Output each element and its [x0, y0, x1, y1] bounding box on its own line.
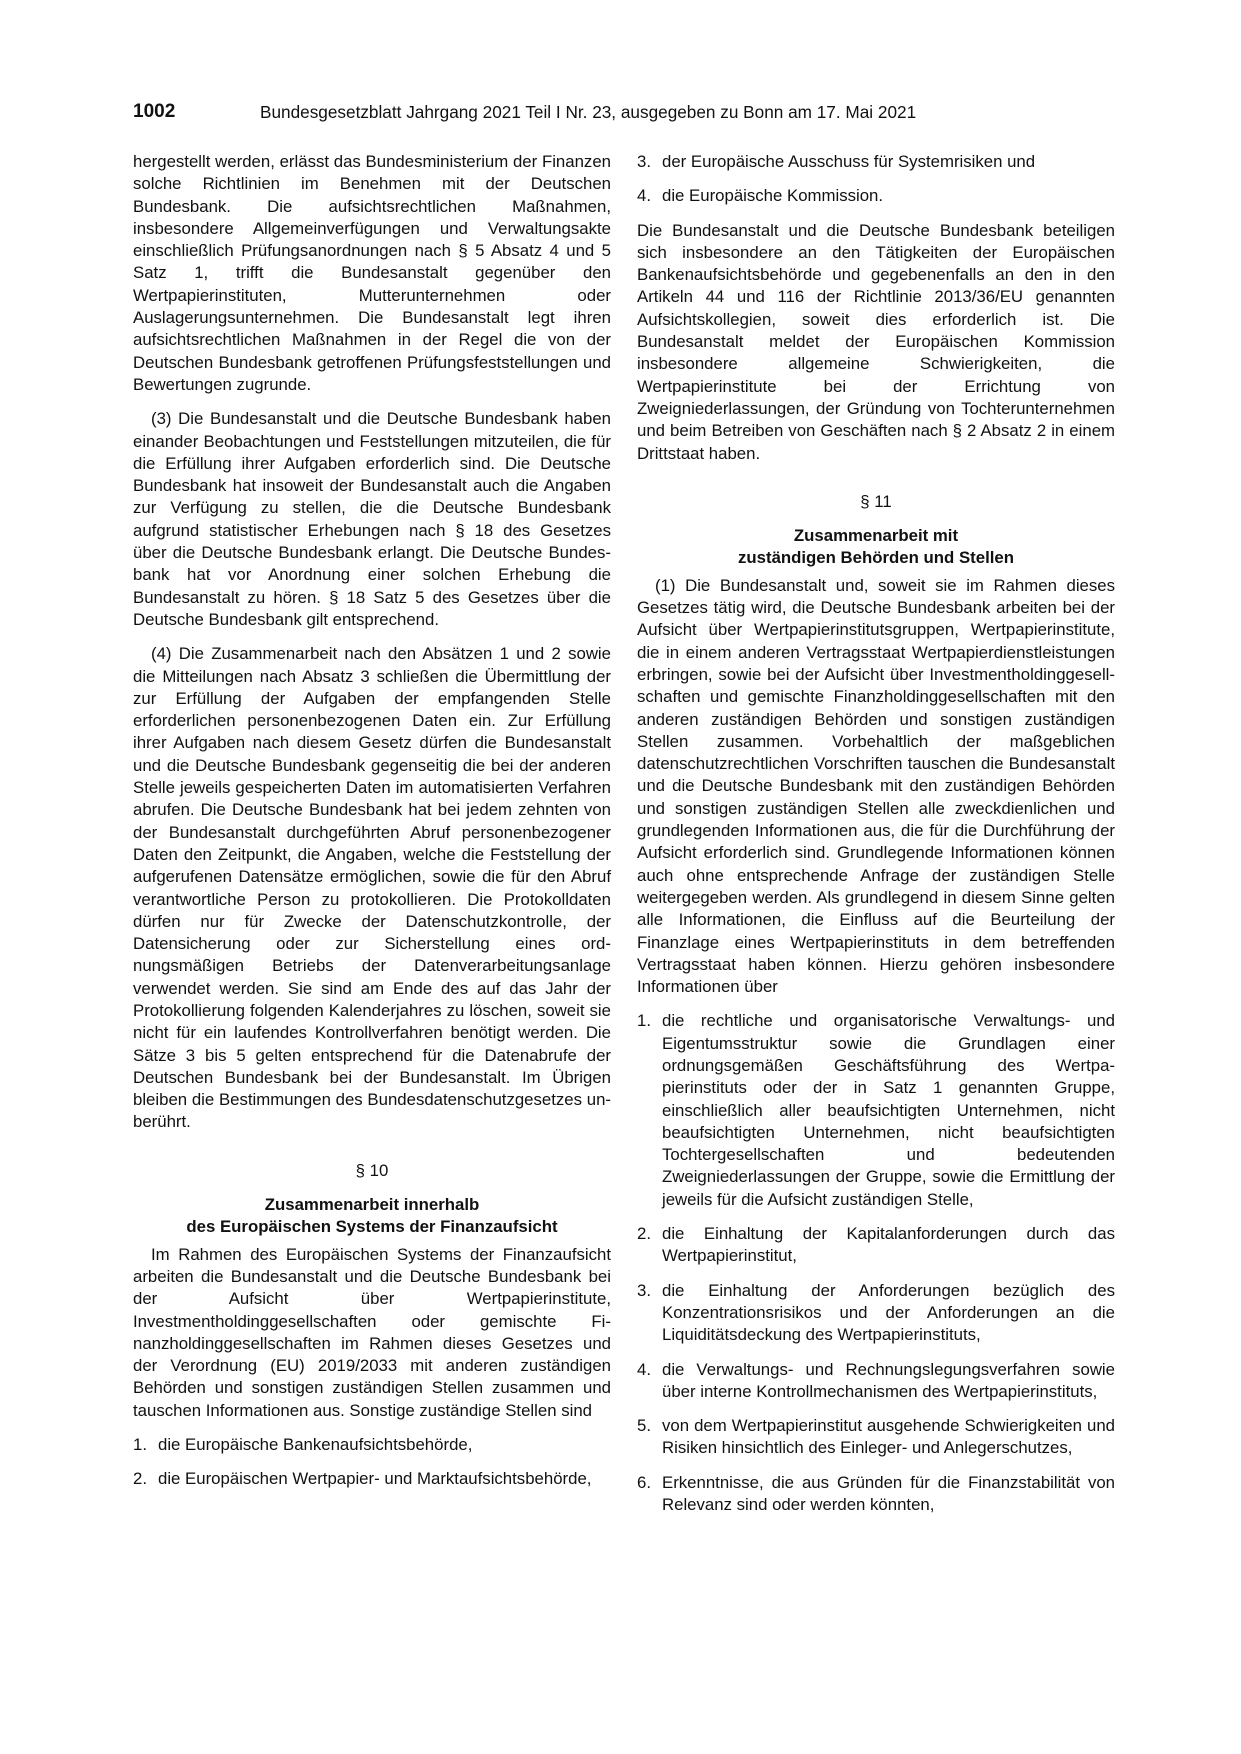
list-text: die Verwaltungs- und Rechnungslegungsverfahren sowie über interne Kontrollmechanismen des Wertpapierinstituts, [662, 1359, 1115, 1401]
page-number: 1002 [133, 101, 176, 122]
paragraph-absatz-4: (4) Die Zusammenarbeit nach den Absätzen 1 und 2 sowie die Mitteilungen nach Absatz 3 schließen die Übermittlung der zur Erfüllung der Aufgaben der empfangenden Stelle erforderlichen personenbezogenen Daten ein. Zur Erfüllung ihrer Aufgaben nach diesem Gesetz dürfen die Bundesanstalt und die Deutsche Bundesbank gegenseitig die bei der anderen Stelle jeweils gespeicherten Daten im automatisierten Verfahren abrufen. Die Deutsche Bundesbank hat bei jedem zehnten von der Bundesanstalt durchgeführten Abruf personenbezogener Daten den Zeitpunkt, die Angaben, welche die Feststellung der aufgerufenen Datensätze ermöglichen, sowie die für den Abruf verantwortliche Person zu protokollieren. Die Protokolldaten dürfen nur für Zwecke der Datenschutzkontrolle, der Datensicherung oder zur Sicherstellung eines ordnungsmäßigen Betriebs der Datenverarbeitungsanlage verwendet werden. Sie sind am Ende des auf das Jahr der Protokollierung folgenden Kalenderjahres zu löschen, soweit sie nicht für ein laufendes Kontrollverfahren benötigt werden. Die Sätze 3 bis 5 gelten entsprechend für die Datenabrufe der Deutschen Bundesbank bei der Bundesanstalt. Im Übrigen bleiben die Bestimmungen des Bundesdatenschutzgesetzes unberührt. [133, 644, 611, 1132]
list-number: 2. [133, 1469, 147, 1489]
list-text: die Einhaltung der Kapitalanforderungen durch das Wertpapierinstitut, [662, 1224, 1115, 1266]
section-title [637, 525, 1115, 570]
list-item [637, 1280, 1115, 1347]
section-title-line: Zusammenarbeit innerhalb [264, 1195, 480, 1215]
list-item [133, 1468, 611, 1490]
list-number: 4. [637, 186, 651, 206]
list-number: 6. [637, 1472, 651, 1492]
paragraph-absatz-3: (3) Die Bundesanstalt und die Deutsche Bundesbank haben einander Beobachtungen und Feststellungen mitzuteilen, die für die Erfüllung ihrer Aufgaben erforderlich sind. Die Deutsche Bundesbank hat insoweit der Bundesanstalt auch die Angaben zur Verfügung zu stellen, die die Deutsche Bundesbank aufgrund statistischer Erhebungen nach § 18 des Gesetzes über die Deutsche Bundesbank erlangt. Die Deutsche Bundesbank hat vor Anordnung einer solchen Erhebung die Bundesanstalt zu hören. § 18 Satz 5 des Gesetzes über die Deutsche Bundesbank gilt entsprechend. [133, 409, 611, 629]
list-text: von dem Wertpapierinstitut ausgehende Schwierigkeiten und Risiken hinsichtlich des Einleger- und Anlegerschutzes, [662, 1416, 1115, 1458]
gazette-title: Bundesgesetzblatt Jahrgang 2021 Teil I Nr. 23, ausgegeben zu Bonn am 17. Mai 2021 [260, 102, 917, 122]
paragraph-absatz-1: (1) Die Bundesanstalt und, soweit sie im Rahmen dieses Gesetzes tätig wird, die Deutsche Bundesbank arbeiten bei der Aufsicht über Wertpapierinstitutsgruppen, Wertpapierinstitute, die in einem anderen Vertragsstaat Wertpapierdienstleistungen erbringen, sowie bei der Aufsicht über Investmentholdinggesellschaften und gemischte Finanzholdinggesellschaften mit den anderen zuständigen Behörden und sonstigen zuständigen Stellen zusammen. Vorbehaltlich der maßgeblichen datenschutzrechtlichen Vorschriften tauschen die Bundesanstalt und die Deutsche Bundesbank mit den zuständigen Behörden und sonstigen zuständigen Stellen alle zweckdienlichen und grundlegenden Informationen aus, die für die Durchführung der Aufsicht erforderlich sind. Grundlegende Informationen können auch ohne entsprechende Anfrage der zuständigen Stelle weitergegeben werden. Als grundlegend in diesem Sinne gelten alle Informationen, die Einfluss auf die Beurteilung der Finanzlage eines Wertpapierinstituts in dem betreffenden Vertragsstaat haben können. Hierzu gehören insbesondere Informationen über [637, 575, 1115, 997]
list-text: die Einhaltung der Anforderungen bezüglich des Konzentrationsrisikos und der Anforderungen an die Liquiditätsdeckung des Wertpapierinstituts, [662, 1280, 1115, 1345]
page-header [133, 100, 1118, 130]
section-number: § 10 [355, 1160, 389, 1180]
list-number: 5. [637, 1416, 651, 1436]
left-column [133, 151, 611, 1503]
list-item [637, 1010, 1115, 1211]
list-item [133, 1434, 611, 1456]
list-number: 3. [637, 1280, 651, 1300]
list-item [637, 1359, 1115, 1404]
list-number: 1. [133, 1435, 147, 1455]
section-title-line: zuständigen Behörden und Stellen [738, 548, 1014, 568]
list-number: 1. [637, 1011, 651, 1031]
list-number: 2. [637, 1224, 651, 1244]
section-title [133, 1194, 611, 1239]
list-item [637, 1223, 1115, 1268]
list-item [637, 1415, 1115, 1460]
section-title-line: Zusammenarbeit mit [793, 526, 959, 546]
right-column [637, 151, 1115, 1528]
list-text: Erkenntnisse, die aus Gründen für die Finanzstabilität von Relevanz sind oder werden könnten, [662, 1472, 1115, 1515]
paragraph: Die Bundesanstalt und die Deutsche Bundesbank beteiligen sich insbesondere an den Tätigkeiten der Europäischen Bankenaufsichtsbehörde und gegebenenfalls an den in den Artikeln 44 und 116 der Richtlinie 2013/36/EU genannten Aufsichtskollegien, soweit dies erforderlich ist. Die Bundesanstalt meldet der Europäischen Kommission insbesondere allgemeine Schwierigkeiten, die Wertpapierinstitute bei der Errichtung von Zweigniederlassungen, der Gründung von Tochterunternehmen und beim Betreiben von Geschäften nach § 2 Absatz 2 in einem Drittstaat haben. [637, 220, 1115, 463]
list-text: die Europäische Kommission. [662, 186, 884, 206]
paragraph: hergestellt werden, erlässt das Bundesministerium der Finanzen solche Richtlinien im Benehmen mit der Deutschen Bundesbank. Die aufsichtsrechtlichen Maßnahmen, insbesondere Allgemeinverfügungen und Verwaltungsakte einschließlich Prüfungsanordnungen nach § 5 Absatz 4 und 5 Satz 1, trifft die Bundesanstalt gegenüber den Wertpapierinstituten, Mutterunternehmen oder Auslagerungsunternehmen. Die Bundesanstalt legt ihren aufsichtsrechtlichen Maßnahmen in der Regel die von der Deutschen Bundesbank getroffenen Prüfungsfeststellungen und Bewertungen zugrunde. [133, 152, 611, 394]
list-text: der Europäische Ausschuss für Systemrisiken und [662, 152, 1036, 171]
list-number: 3. [637, 152, 651, 171]
list-text: die Europäische Bankenaufsichtsbehörde, [158, 1435, 473, 1455]
list-text: die rechtliche und organisatorische Verwaltungs- und Eigentumsstruktur sowie die Grundlagen einer ordnungsgemäßen Geschäftsführung des Wertpapierinstituts oder der in Satz 1 genannten Gruppe, einschließlich aller beaufsichtigten Unternehmen, nicht beaufsichtigten Unternehmen, nicht beaufsichtigten Tochtergesellschaften und bedeutenden Zweigniederlassungen der Gruppe, sowie die Ermittlung der jeweils für die Aufsicht zuständigen Stelle, [662, 1011, 1115, 1209]
list-item [637, 151, 1115, 173]
section-number: § 11 [860, 491, 892, 511]
paragraph: Im Rahmen des Europäischen Systems der Finanzaufsicht arbeiten die Bundesanstalt und die Deutsche Bundesbank bei der Aufsicht über Wertpapierinstitute, Investmentholdinggesellschaften oder gemischte Finanzholdinggesellschaften im Rahmen dieses Gesetzes und der Verordnung (EU) 2019/2033 mit anderen zuständigen Behörden und sonstigen zuständigen Stellen zusammen und tauschen Informationen aus. Sonstige zuständige Stellen sind [133, 1244, 611, 1420]
list-number: 4. [637, 1359, 651, 1379]
list-item [637, 185, 1115, 207]
list-text: die Europäischen Wertpapier- und Marktaufsichtsbehörde, [158, 1469, 592, 1489]
section-title-line: des Europäischen Systems der Finanzaufsicht [186, 1217, 558, 1237]
list-item [637, 1472, 1115, 1517]
